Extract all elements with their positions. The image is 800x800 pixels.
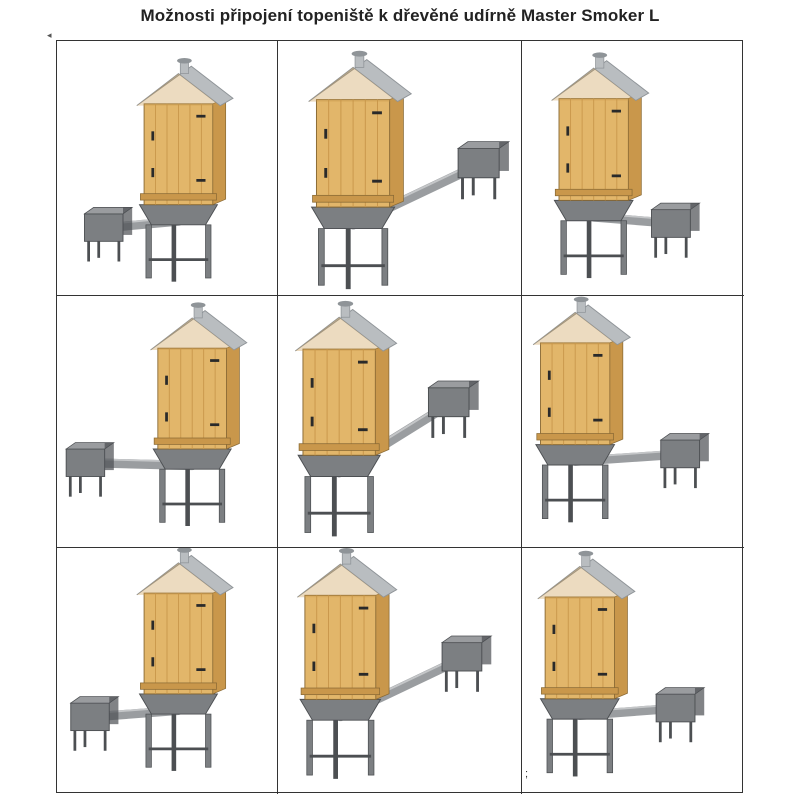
metal-roof <box>295 301 396 351</box>
steel-stand <box>541 699 620 777</box>
firebox <box>652 203 700 258</box>
smoker-variant-3 <box>522 41 744 296</box>
door-hinge-icon <box>210 359 219 362</box>
caret-left-icon: ◂ <box>47 30 52 40</box>
metal-roof <box>533 297 630 345</box>
door-hinge-icon <box>593 354 602 357</box>
smoker-drawing-4 <box>57 296 277 547</box>
smoker-variant-2 <box>278 41 522 296</box>
smoker-variant-7 <box>57 548 278 794</box>
smoker-variant-9 <box>522 548 744 794</box>
firebox <box>71 697 119 751</box>
firebox <box>661 434 709 489</box>
firebox <box>442 636 491 692</box>
door-hinge-icon <box>598 608 607 611</box>
door-hinge-icon <box>196 115 205 118</box>
smoker-variant-1 <box>57 41 278 296</box>
smoker-drawing-6 <box>522 296 744 547</box>
steel-stand <box>312 207 395 289</box>
document-title: Možnosti připojení topeniště k dřevěné udírně Master Smoker L <box>140 6 660 25</box>
smoker-drawing-7 <box>57 548 277 794</box>
smoker-variant-5 <box>278 296 522 548</box>
steel-stand <box>554 200 633 278</box>
steel-stand <box>536 445 615 523</box>
firebox <box>66 443 114 497</box>
metal-roof <box>151 302 247 350</box>
wooden-cabinet <box>301 590 389 700</box>
stray-mark: ; <box>525 768 529 780</box>
firebox <box>85 207 133 261</box>
door-hinge-icon <box>196 604 205 607</box>
smoker-drawing-9 <box>522 548 744 794</box>
metal-roof <box>137 548 233 595</box>
smoker-variants-grid <box>56 40 743 793</box>
steel-stand <box>153 449 231 526</box>
metal-roof <box>538 551 635 599</box>
smoker-variant-4 <box>57 296 278 548</box>
wooden-cabinet <box>555 93 641 200</box>
steel-stand <box>298 455 380 536</box>
wooden-cabinet <box>537 337 623 444</box>
smoker-variant-8 <box>278 548 522 794</box>
wooden-cabinet <box>154 343 239 449</box>
door-hinge-icon <box>372 111 382 114</box>
firebox <box>458 142 509 200</box>
smoker-variant-6 <box>522 296 744 548</box>
metal-roof <box>309 51 412 102</box>
wooden-cabinet <box>140 98 225 204</box>
steel-stand <box>140 694 218 771</box>
door-hinge-icon <box>359 607 368 610</box>
firebox <box>656 688 704 743</box>
steel-stand <box>300 699 380 778</box>
firebox <box>428 381 478 438</box>
smoker-drawing-1 <box>57 41 277 295</box>
wooden-cabinet <box>541 591 627 698</box>
metal-roof <box>552 52 649 100</box>
wooden-cabinet <box>140 588 225 694</box>
smoker-drawing-5 <box>278 296 521 547</box>
metal-roof <box>137 58 233 106</box>
door-hinge-icon <box>358 361 368 364</box>
wooden-cabinet <box>313 94 404 207</box>
wooden-cabinet <box>299 343 389 455</box>
smoker-drawing-2 <box>278 41 521 295</box>
smoker-drawing-3 <box>522 41 744 295</box>
steel-stand <box>140 205 218 282</box>
door-hinge-icon <box>612 110 621 113</box>
smoker-drawing-8 <box>278 548 521 794</box>
metal-roof <box>297 548 396 597</box>
